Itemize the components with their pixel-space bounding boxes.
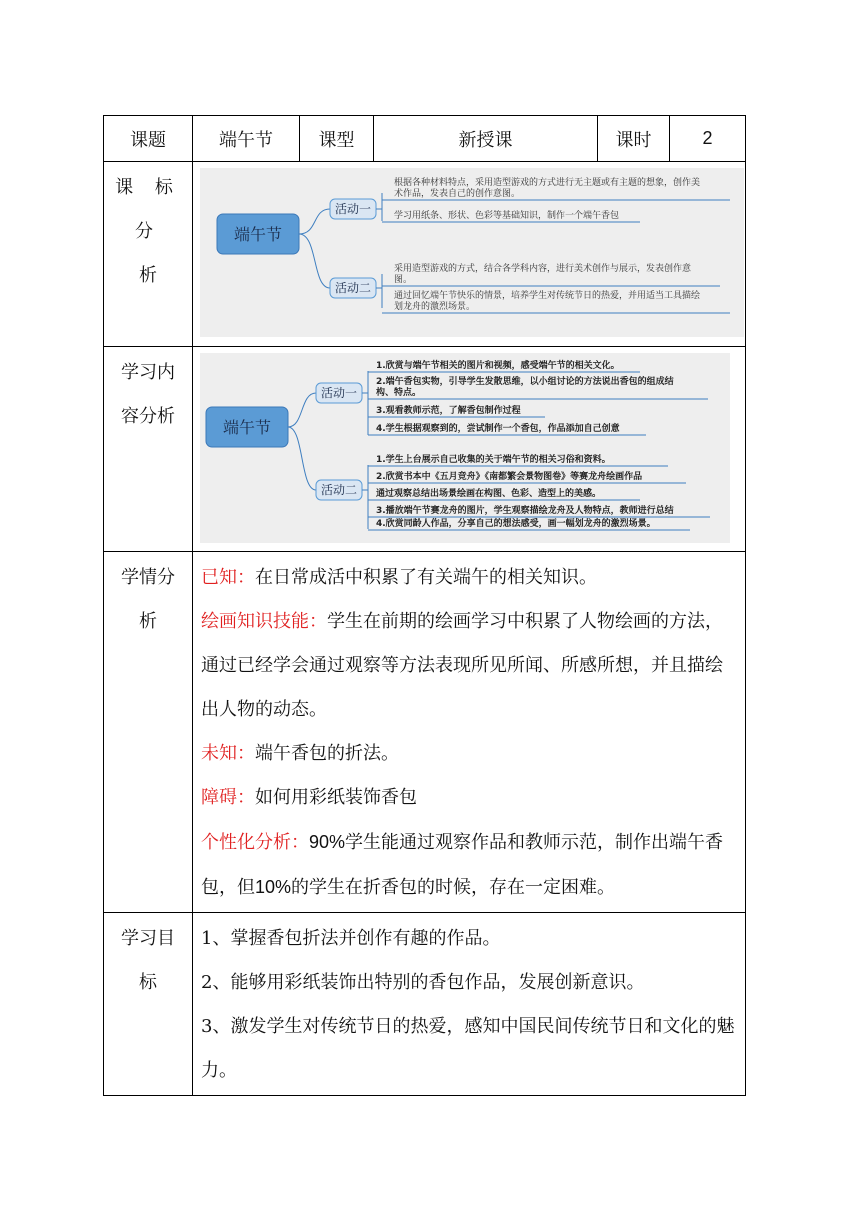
content-a2-item3: 3.播放端午节赛龙舟的图片，学生观察描绘龙舟及人物特点，教师进行总结 bbox=[376, 506, 674, 516]
type-label: 课型 bbox=[300, 116, 374, 162]
content-label: 学习内 容分析 bbox=[104, 347, 193, 552]
type-value: 新授课 bbox=[374, 116, 598, 162]
objective-item-3: 3、激发学生对传统节日的热爱，感知中国民间传统节日和文化的魅力。 bbox=[201, 1016, 735, 1081]
learner-label: 学情分 析 bbox=[104, 552, 193, 913]
objectives-row bbox=[104, 913, 746, 1096]
objective-item-1: 1、掌握香包折法并创作有趣的作品。 bbox=[201, 928, 501, 949]
lesson-plan-table bbox=[103, 115, 746, 1096]
curriculum-label: 课 标 分 析 bbox=[104, 162, 193, 347]
content-a1-item2-l2: 构、特点。 bbox=[376, 388, 422, 398]
learner-analysis bbox=[193, 552, 746, 913]
content-a2-item4: 4.欣赏同龄人作品，分享自己的想法感受，画一幅划龙舟的激烈场景。 bbox=[376, 519, 656, 529]
known-line: 已知：在日常成活中积累了有关端午的相关知识。 bbox=[201, 567, 597, 588]
curriculum-activity1-node: 活动一 bbox=[334, 202, 372, 216]
hours-value: 2 bbox=[670, 116, 746, 162]
skill-paragraph: 绘画知识技能：学生在前期的绘画学习中积累了人物绘画的方法，通过已经学会通过观察等方法表现所见所闻、所感所想，并且描绘出人物的动态。 bbox=[201, 611, 723, 720]
content-activity2-node: 活动二 bbox=[320, 483, 358, 497]
content-a1-item2-l1: 2.端午香包实物，引导学生发散思维，以小组讨论的方法说出香包的组成结 bbox=[376, 377, 674, 387]
topic-label: 课题 bbox=[104, 116, 193, 162]
content-a2-item1: 1.学生上台展示自己收集的关于端午节的相关习俗和资料。 bbox=[376, 455, 611, 465]
objective-item-2: 2、能够用彩纸装饰出特别的香包作品，发展创新意识。 bbox=[201, 972, 645, 993]
curriculum-a2-item1-l1: 采用造型游戏的方式，结合各学科内容，进行美术创作与展示，发表创作意 bbox=[394, 264, 692, 274]
topic-value: 端午节 bbox=[193, 116, 300, 162]
objectives-list bbox=[193, 913, 746, 1096]
content-mindmap bbox=[200, 353, 730, 543]
curriculum-a1-item1-l2: 术作品，发表自己的创作意图。 bbox=[394, 189, 521, 199]
personal-paragraph: 个性化分析：90%学生能通过观察作品和教师示范，制作出端午香包，但10%的学生在折香包的时候，存在一定困难。 bbox=[201, 832, 724, 898]
content-row bbox=[104, 347, 746, 552]
obstacle-line: 障碍：如何用彩纸装饰香包 bbox=[201, 787, 417, 808]
curriculum-a1-item1-l1: 根据各种材料特点，采用造型游戏的方式进行无主题或有主题的想象，创作美 bbox=[394, 178, 701, 188]
content-a1-item3: 3.观看教师示范，了解香包制作过程 bbox=[376, 406, 521, 416]
header-row bbox=[104, 116, 746, 162]
content-center-node: 端午节 bbox=[222, 418, 272, 437]
hours-label: 课时 bbox=[598, 116, 670, 162]
content-a1-item4: 4.学生根据观察到的，尝试制作一个香包，作品添加自己创意 bbox=[376, 424, 620, 434]
curriculum-a2-item1-l2: 图。 bbox=[394, 275, 413, 285]
content-a2-item2-l1: 2.欣赏书本中《五月竞舟》《南都繁会景物图卷》等赛龙舟绘画作品 bbox=[376, 472, 643, 482]
unknown-line: 未知：端午香包的折法。 bbox=[201, 743, 399, 764]
curriculum-activity2-node: 活动二 bbox=[334, 281, 372, 295]
curriculum-mindmap bbox=[200, 168, 744, 337]
objectives-label: 学习目 标 bbox=[104, 913, 193, 1096]
curriculum-center-node: 端午节 bbox=[233, 225, 283, 244]
content-a2-item2-l2: 通过观察总结出场景绘画在构图、色彩、造型上的美感。 bbox=[376, 489, 602, 499]
content-mindmap-cell bbox=[193, 347, 746, 552]
curriculum-a1-item2: 学习用纸条、形状、色彩等基础知识，制作一个端午香包 bbox=[394, 211, 620, 221]
curriculum-row bbox=[104, 162, 746, 347]
learner-row bbox=[104, 552, 746, 913]
content-a1-item1: 1.欣赏与端午节相关的图片和视频，感受端午节的相关文化。 bbox=[376, 361, 620, 371]
content-activity1-node: 活动一 bbox=[320, 386, 358, 400]
curriculum-mindmap-cell bbox=[193, 162, 746, 347]
curriculum-a2-item2-l1: 通过回忆端午节快乐的情景，培养学生对传统节日的热爱，并用适当工具描绘 bbox=[394, 291, 701, 301]
curriculum-a2-item2-l2: 划龙舟的激烈场景。 bbox=[394, 302, 476, 312]
